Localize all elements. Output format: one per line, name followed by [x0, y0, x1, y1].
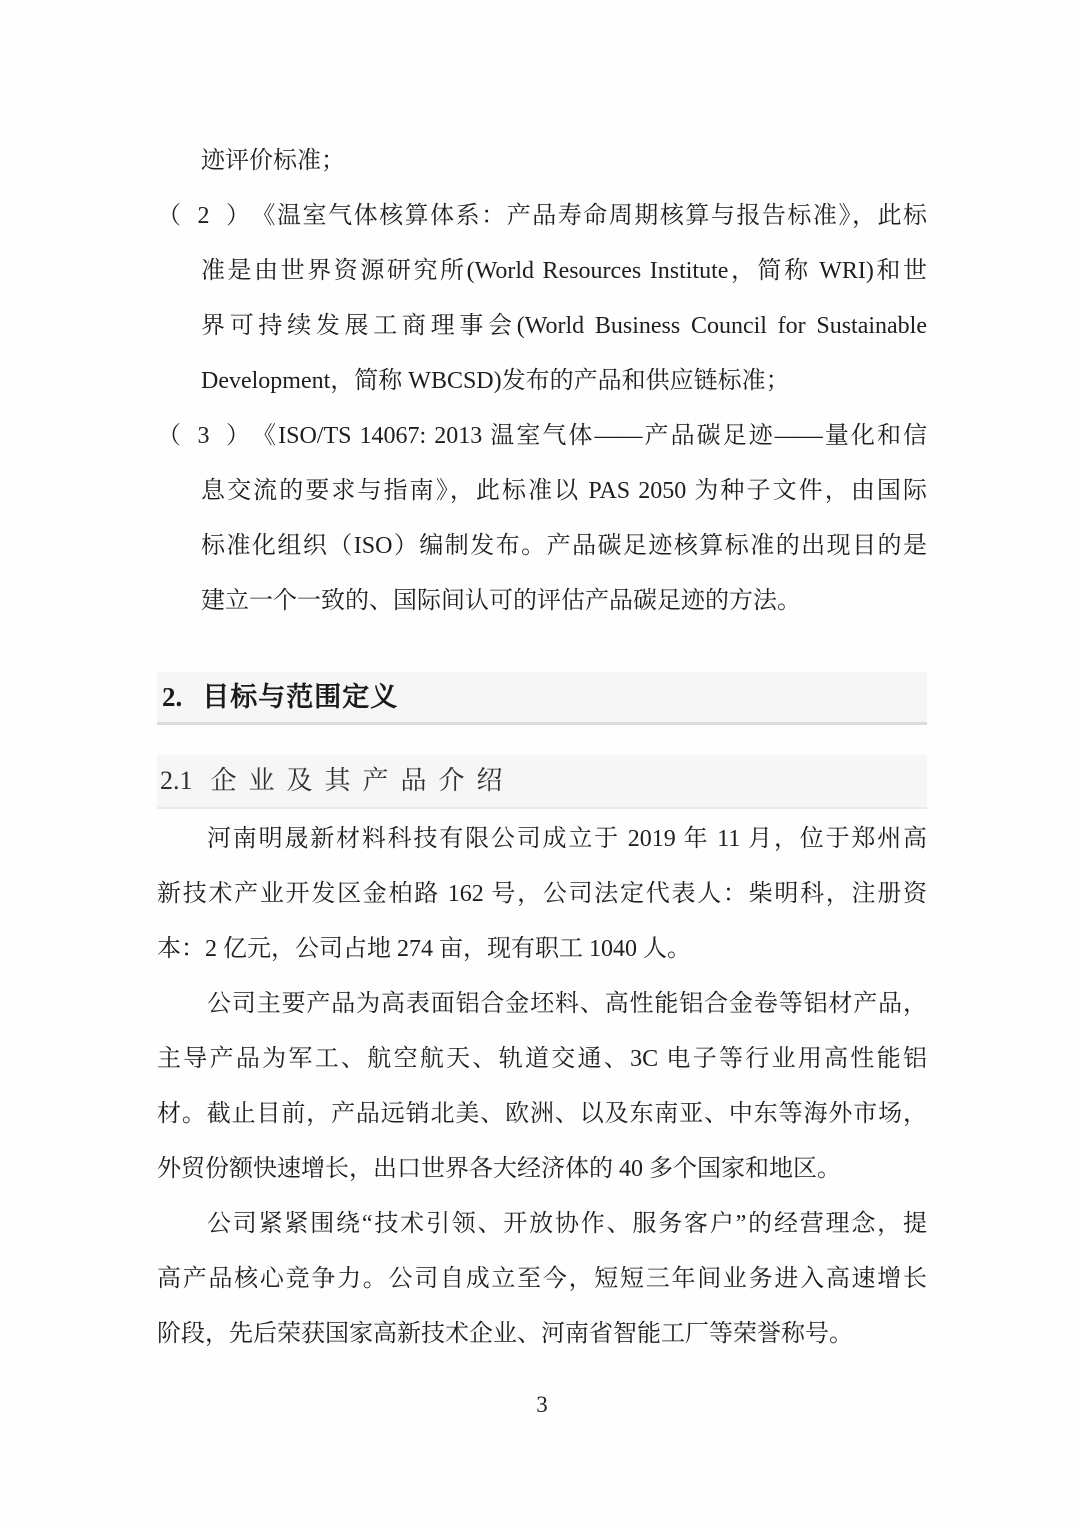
list-item-2-line-1: 《温室气体核算体系：产品寿命周期核算与报告标准》，此标 — [250, 203, 927, 229]
list-item-3-line-2: 息交流的要求与指南》，此标准以 PAS 2050 为种子文件，由国际 — [201, 478, 927, 504]
list-item-3-line-3: 标准化组织（ISO）编制发布。产品碳足迹核算标准的出现目的是 — [201, 533, 927, 559]
list-item-2-line-4: Development，简称 WBCSD)发布的产品和供应链标准； — [201, 368, 790, 394]
list-item-3-marker: （3） — [157, 423, 250, 449]
section-2-heading-band — [157, 672, 927, 725]
list-item-3-first-line — [157, 409, 927, 464]
paragraph-2-line-1: 公司主要产品为高表面铝合金坯料、高性能铝合金卷等铝材产品， — [207, 991, 927, 1017]
paragraph-1-line-1: 河南明晟新材料科技有限公司成立于 2019 年 11 月，位于郑州高 — [207, 826, 927, 852]
paragraph-2-line-2: 主导产品为军工、航空航天、轨道交通、3C 电子等行业用高性能铝 — [157, 1046, 927, 1072]
list-item-2-line-3: 界可持续发展工商理事会(World Business Council for Sustainable — [201, 313, 927, 339]
paragraph-3-line-2: 高产品核心竞争力。公司自成立至今，短短三年间业务进入高速增长 — [157, 1266, 927, 1292]
section-2-number: 2. — [162, 682, 183, 712]
page-content — [157, 0, 927, 1420]
list-item-3-line-4: 建立一个一致的、国际间认可的评估产品碳足迹的方法。 — [201, 588, 801, 614]
paragraph-1-line-2: 新技术产业开发区金柏路 162 号，公司法定代表人：柴明科，注册资 — [157, 881, 927, 907]
section-2-title: 目标与范围定义 — [202, 682, 399, 712]
page-number: 3 — [536, 1392, 548, 1417]
section-2-1-number: 2.1 — [160, 766, 193, 795]
list-item-2-line-2: 准是由世界资源研究所(World Resources Institute，简称 WRI)和世 — [201, 258, 927, 284]
list-item-2-marker: （2） — [157, 203, 250, 229]
section-2-1-heading-band — [157, 755, 927, 809]
list-item-2-first-line — [157, 189, 927, 244]
list-item-1-tail: 迹评价标准； — [201, 148, 345, 174]
list-item-3-line-1: 《ISO/TS 14067: 2013 温室气体——产品碳足迹——量化和信 — [250, 423, 927, 449]
paragraph-2-line-4: 外贸份额快速增长，出口世界各大经济体的 40 多个国家和地区。 — [157, 1156, 841, 1182]
paragraph-1-line-3: 本：2 亿元，公司占地 274 亩，现有职工 1040 人。 — [157, 936, 691, 962]
section-2-1-title: 企业及其产品介绍 — [210, 766, 515, 795]
paragraph-2-line-3: 材。截止目前，产品远销北美、欧洲、以及东南亚、中东等海外市场， — [157, 1101, 927, 1127]
paragraph-3-line-3: 阶段，先后荣获国家高新技术企业、河南省智能工厂等荣誉称号。 — [157, 1321, 853, 1347]
paragraph-3-line-1: 公司紧紧围绕“技术引领、开放协作、服务客户”的经营理念，提 — [207, 1211, 927, 1237]
